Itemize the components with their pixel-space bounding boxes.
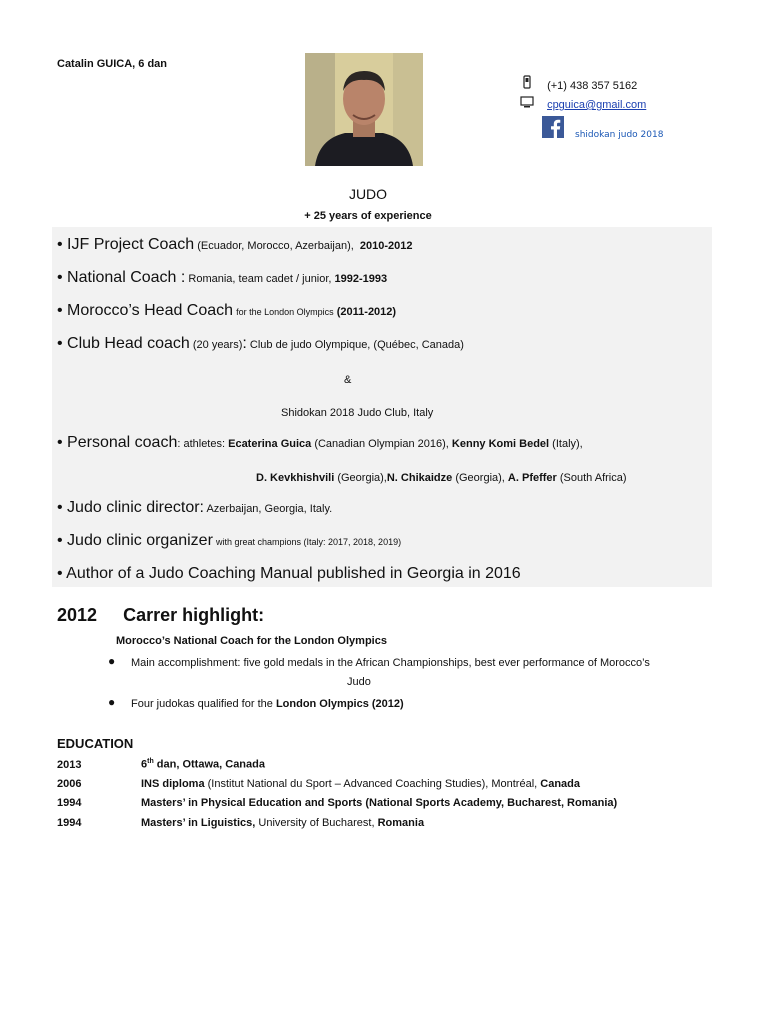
education-row [57, 778, 580, 790]
role-clinic-director: • Judo clinic director: Azerbaijan, Georgia, Italy. [57, 499, 333, 516]
phone-number: (+1) 438 357 5162 [547, 80, 638, 92]
role-title: Judo clinic organizer [67, 532, 213, 549]
bullet-bold: London Olympics (2012) [275, 698, 404, 710]
experience-line: + 25 years of experience [304, 210, 432, 222]
education-year: 1994 [57, 817, 82, 829]
education-detail: University of Bucharest, [255, 817, 378, 829]
education-title: Masters’ in Physical Education and Sports (National Sports Academy, Bucharest, Romania) [141, 797, 618, 809]
bullet-text: Four judokas qualified for the [131, 698, 273, 710]
mobile-phone-icon [522, 75, 534, 92]
computer-icon [520, 96, 534, 111]
role-ijf: • IJF Project Coach (Ecuador, Morocco, Azerbaijan), 2010-2012 [57, 236, 413, 253]
athlete-detail: (Georgia), [455, 472, 505, 484]
profile-photo [305, 53, 423, 166]
education-year: 1994 [57, 797, 82, 809]
role-detail: for the London Olympics [236, 307, 334, 317]
highlight-year: 2012 [57, 605, 98, 625]
email-link[interactable]: cpguica@gmail.com [547, 99, 647, 111]
highlight-bullet-2 [131, 698, 404, 710]
role-personal: • Personal coach: athletes: Ecaterina Guica (Canadian Olympian 2016), Kenny Komi Bedel (Italy), [57, 434, 583, 451]
role-years: 1992-1993 [334, 273, 388, 285]
education-title-rest: dan, Ottawa, Canada [153, 758, 265, 771]
role-title: Author of a Judo Coaching Manual published in Georgia in 2016 [66, 565, 521, 582]
role-years: (20 years) [192, 339, 243, 351]
ampersand: & [344, 374, 352, 386]
education-row [57, 817, 424, 829]
education-detail: (Institut National du Sport – Advanced Coaching Studies), Montréal, [204, 778, 541, 790]
role-morocco: • Morocco’s Head Coach for the London Olympics (2011-2012) [57, 302, 397, 319]
phone-row [522, 75, 637, 92]
athlete-name: Ecaterina Guica [228, 438, 312, 450]
education-title: 6 [141, 758, 148, 771]
sport-title: JUDO [348, 186, 388, 202]
highlight-bullet-1-cont: Judo [347, 676, 371, 688]
education-row [57, 797, 617, 809]
education-place: Romania [377, 817, 425, 829]
bullet-dot: ● [108, 695, 116, 709]
education-title: INS diploma [141, 778, 205, 790]
role-author: • Author of a Judo Coaching Manual published in Georgia in 2016 [57, 565, 521, 582]
education-place: Canada [540, 778, 581, 790]
role-title: National Coach : [67, 269, 186, 286]
highlight-bullet-1: Main accomplishment: five gold medals in the African Championships, best ever performance of Morocco’s [131, 657, 650, 669]
role-club: • Club Head coach (20 years): Club de judo Olympique, (Québec, Canada) [57, 335, 464, 352]
athlete-name: Kenny Komi Bedel [451, 438, 550, 450]
role-detail: Azerbaijan, Georgia, Italy. [206, 503, 333, 515]
education-year: 2006 [57, 778, 82, 790]
role-years: 2010-2012 [359, 240, 413, 252]
role-clinic-organizer: • Judo clinic organizer with great champions (Italy: 2017, 2018, 2019) [57, 532, 402, 549]
role-detail: with great champions (Italy: 2017, 2018, 2019) [215, 537, 402, 547]
education-year: 2013 [57, 758, 82, 771]
bullet-dot: ● [108, 654, 116, 668]
club-second: Shidokan 2018 Judo Club, Italy [281, 407, 434, 419]
highlight-heading [57, 605, 264, 626]
role-national: • National Coach : Romania, team cadet / junior, 1992-1993 [57, 269, 388, 286]
role-title: IJF Project Coach [67, 236, 195, 253]
athlete-name: A. Pfeffer [507, 472, 557, 484]
role-personal-cont [256, 472, 627, 484]
colon: : [242, 335, 247, 352]
athlete-detail: (South Africa) [559, 472, 627, 484]
athlete-detail: (Canadian Olympian 2016), [314, 438, 449, 450]
role-title: Morocco’s Head Coach [67, 302, 234, 319]
highlight-title: Carrer highlight: [123, 605, 265, 625]
role-detail: (Ecuador, Morocco, Azerbaijan), [197, 240, 354, 252]
athlete-detail: (Georgia), [337, 472, 387, 484]
education-title: Masters’ in Liguistics, [141, 817, 256, 829]
role-detail: Club de judo Olympique, (Québec, Canada) [249, 339, 464, 351]
candidate-name: Catalin GUICA, 6 dan [57, 58, 168, 70]
facebook-icon[interactable] [542, 116, 564, 143]
role-title: Club Head coach [67, 335, 190, 352]
role-lead: : athletes: [177, 438, 226, 450]
athlete-detail: (Italy), [552, 438, 583, 450]
role-title: Judo clinic director: [67, 499, 204, 516]
highlight-subtitle: Morocco’s National Coach for the London Olympics [116, 635, 387, 647]
athlete-name: D. Kevkhishvili [256, 472, 335, 484]
athlete-name: N. Chikaidze [386, 472, 453, 484]
role-years: (2011-2012) [336, 306, 397, 318]
education-heading: EDUCATION [57, 736, 134, 751]
role-detail: Romania, team cadet / junior, [188, 273, 332, 285]
ordinal-suffix: th [147, 758, 154, 765]
facebook-label[interactable]: shidokan judo 2018 [575, 130, 664, 140]
role-title: Personal coach [67, 434, 178, 451]
education-row [57, 758, 265, 771]
portrait-image [305, 53, 423, 166]
email-row [520, 96, 646, 111]
